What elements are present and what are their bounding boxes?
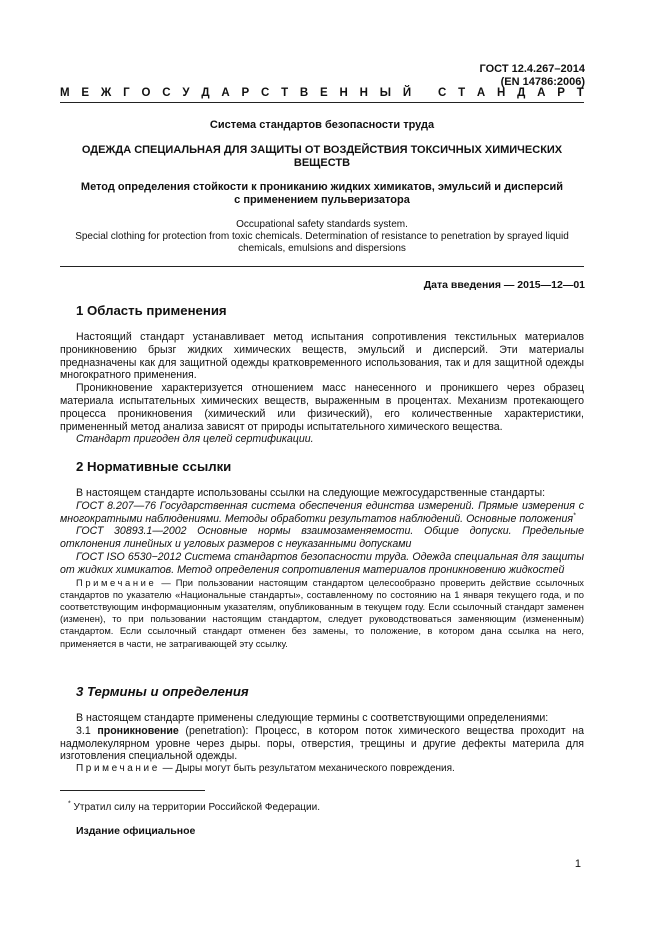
section2-note-text: — При пользовании настоящим стандартом целесообразно проверить действие ссылочных стандартов по указателю «Национальные стандарты», составленному по состоянию на 1 января текущего года, и по соответствующим информационным указателям, опубликованным в текущем году. Если ссылочный стандарт заменен (изменен), то при пользовании настоящим стандартом, следует руководствоваться заменяющим (измененным) стандартом. Если ссылочный стандарт отменен без замены, то положение, в котором дана ссылка на него, применяется в части, не затрагивающей эту ссылку. [60,576,584,649]
standard-type-letter: М [60,87,70,99]
term-number: 3.1 [76,724,98,737]
section3-note-text: — Дыры могут быть результатом механического повреждения. [159,763,455,775]
standard-type-letter: Н [497,87,506,99]
standard-type-letter: У [182,87,190,99]
standard-type-letter: Р [241,87,250,99]
standard-type-letter: Д [517,87,526,99]
standard-type-letter: Ж [100,87,112,99]
document-subtitle-line1: Метод определения стойкости к прониканию жидких химикатов, эмульсий и дисперсий [80,181,564,193]
section2-paragraph1: В настоящем стандарте использованы ссылки на следующие межгосударственные стандарты: [76,487,546,499]
reference-gost-8-207-text: ГОСТ 8.207—76 Государственная система обеспечения единства измерений. Прямые измерения с многократными наблюдениями. Методы обработки результатов наблюдений. Основные положения [60,499,584,525]
section3-heading-text: 3 Термины и определения [76,684,249,699]
reference-gost-30893: ГОСТ 30893.1—2002 Основные нормы взаимозаменяемости. Общие допуски. Предельные отклонения линейных и угловых размеров с неуказанными допусками [60,525,584,551]
section1-paragraph3: Стандарт пригоден для целей сертификации. [76,433,314,446]
official-edition-label: Издание официальное [76,825,196,837]
system-title: Система стандартов безопасности труда [209,119,435,131]
term-name: проникновение [97,724,179,737]
standard-type-letter: С [437,87,447,99]
introduction-date: Дата введения — 2015—12—01 [423,279,585,291]
section2-body [60,487,584,650]
standard-type-letter: Т [281,87,289,99]
standard-type-letter [423,87,426,99]
footnote-mark: * [68,800,71,808]
english-title-line1: Occupational safety standards system. [236,219,408,230]
section3-note-label: Примечание [76,763,160,775]
document-subtitle-line2: с применением пульверизатора [234,194,410,206]
standard-type-letter: Н [359,87,368,99]
standard-type-letter: В [299,87,309,99]
section2-heading-text: 2 Нормативные ссылки [76,459,232,474]
standard-type-letter: Т [576,87,584,99]
standard-type-letter: Й [402,87,412,99]
footnote-marker: * [573,512,576,520]
section3-body [60,712,584,775]
english-title-line2: Special clothing for protection from toxic chemicals. Determination of resistance to penetration by sprayed liquid [75,231,569,242]
standard-type-letter: С [162,87,171,99]
standard-type-letter: Т [458,87,466,99]
section1-heading-text: 1 Область применения [76,303,227,318]
page-number: 1 [574,858,581,870]
section1-paragraph2: Проникновение характеризуется отношением масс нанесенного и проникшего через образец материала испытательных химических веществ, выраженным в процентах. Механизм протекающего процесса проникновения (химический или физический), его количественные характеристики, примененный метод анализа зависят от природы испытательного химического вещества. [60,382,584,433]
standard-type-letter: А [221,87,230,99]
footnote-text: Утратил силу на территории Российской Федерации. [70,802,320,813]
standard-type-letter: О [141,87,151,99]
english-title-line3: chemicals, emulsions and dispersions [238,243,406,254]
gost-number: ГОСТ 12.4.267–2014 [479,63,585,75]
section3-heading [76,684,249,699]
section2-note [60,577,584,650]
reference-gost-8-207 [60,500,584,526]
term-definition: (penetration): Процесс, в котором поток химического вещества проходит на надмолекулярном уровне через дыры. поры, отверстия, трещины и другие дефекты материла для изготовления специальной одежды. [60,724,584,763]
standard-type-banner [60,87,584,99]
section1-body [60,331,584,446]
standard-type-letter: Е [81,87,90,99]
footnote-divider [60,790,205,791]
section1-heading [76,303,227,318]
standard-type-letter: Н [339,87,348,99]
header-divider [60,102,584,103]
reference-gost-iso-6530: ГОСТ ISO 6530−2012 Система стандартов безопасности труда. Одежда специальная для защиты от жидких химикатов. Метод определения сопротивления материалов проникновению жидкостей [60,550,584,576]
section3-note [60,763,584,775]
section2-note-label: Примечание [76,576,157,588]
document-title-line1: ОДЕЖДА СПЕЦИАЛЬНАЯ ДЛЯ ЗАЩИТЫ ОТ ВОЗДЕЙСТВИЯ ТОКСИЧНЫХ ХИМИЧЕСКИХ [81,144,563,156]
term-penetration [60,725,584,763]
section1-paragraph1: Настоящий стандарт устанавливает метод испытания сопротивления текстильных материалов проникновению брызг жидких химических веществ, эмульсий и дисперсий. Эти материалы предназначены как для защитной одежды кратковременного использования, так и для защитной одежды многократного применения. [60,331,584,382]
standard-type-letter: А [537,87,546,99]
section3-paragraph1: В настоящем стандарте применены следующие термины с соответствующими определениями: [76,712,549,724]
document-title-line2: ВЕЩЕСТВ [293,157,351,169]
standard-type-letter: Д [201,87,210,99]
footnote [68,802,320,813]
standard-type-letter: Е [320,87,328,99]
section2-heading [76,459,231,474]
standard-type-letter: Ы [379,87,392,99]
en-number: (EN 14786:2006) [500,76,585,88]
standard-type-letter: Г [123,87,130,99]
title-divider [60,266,584,267]
standard-type-letter: С [260,87,270,99]
standard-type-letter: Р [557,87,565,99]
standard-type-letter: А [476,87,486,99]
